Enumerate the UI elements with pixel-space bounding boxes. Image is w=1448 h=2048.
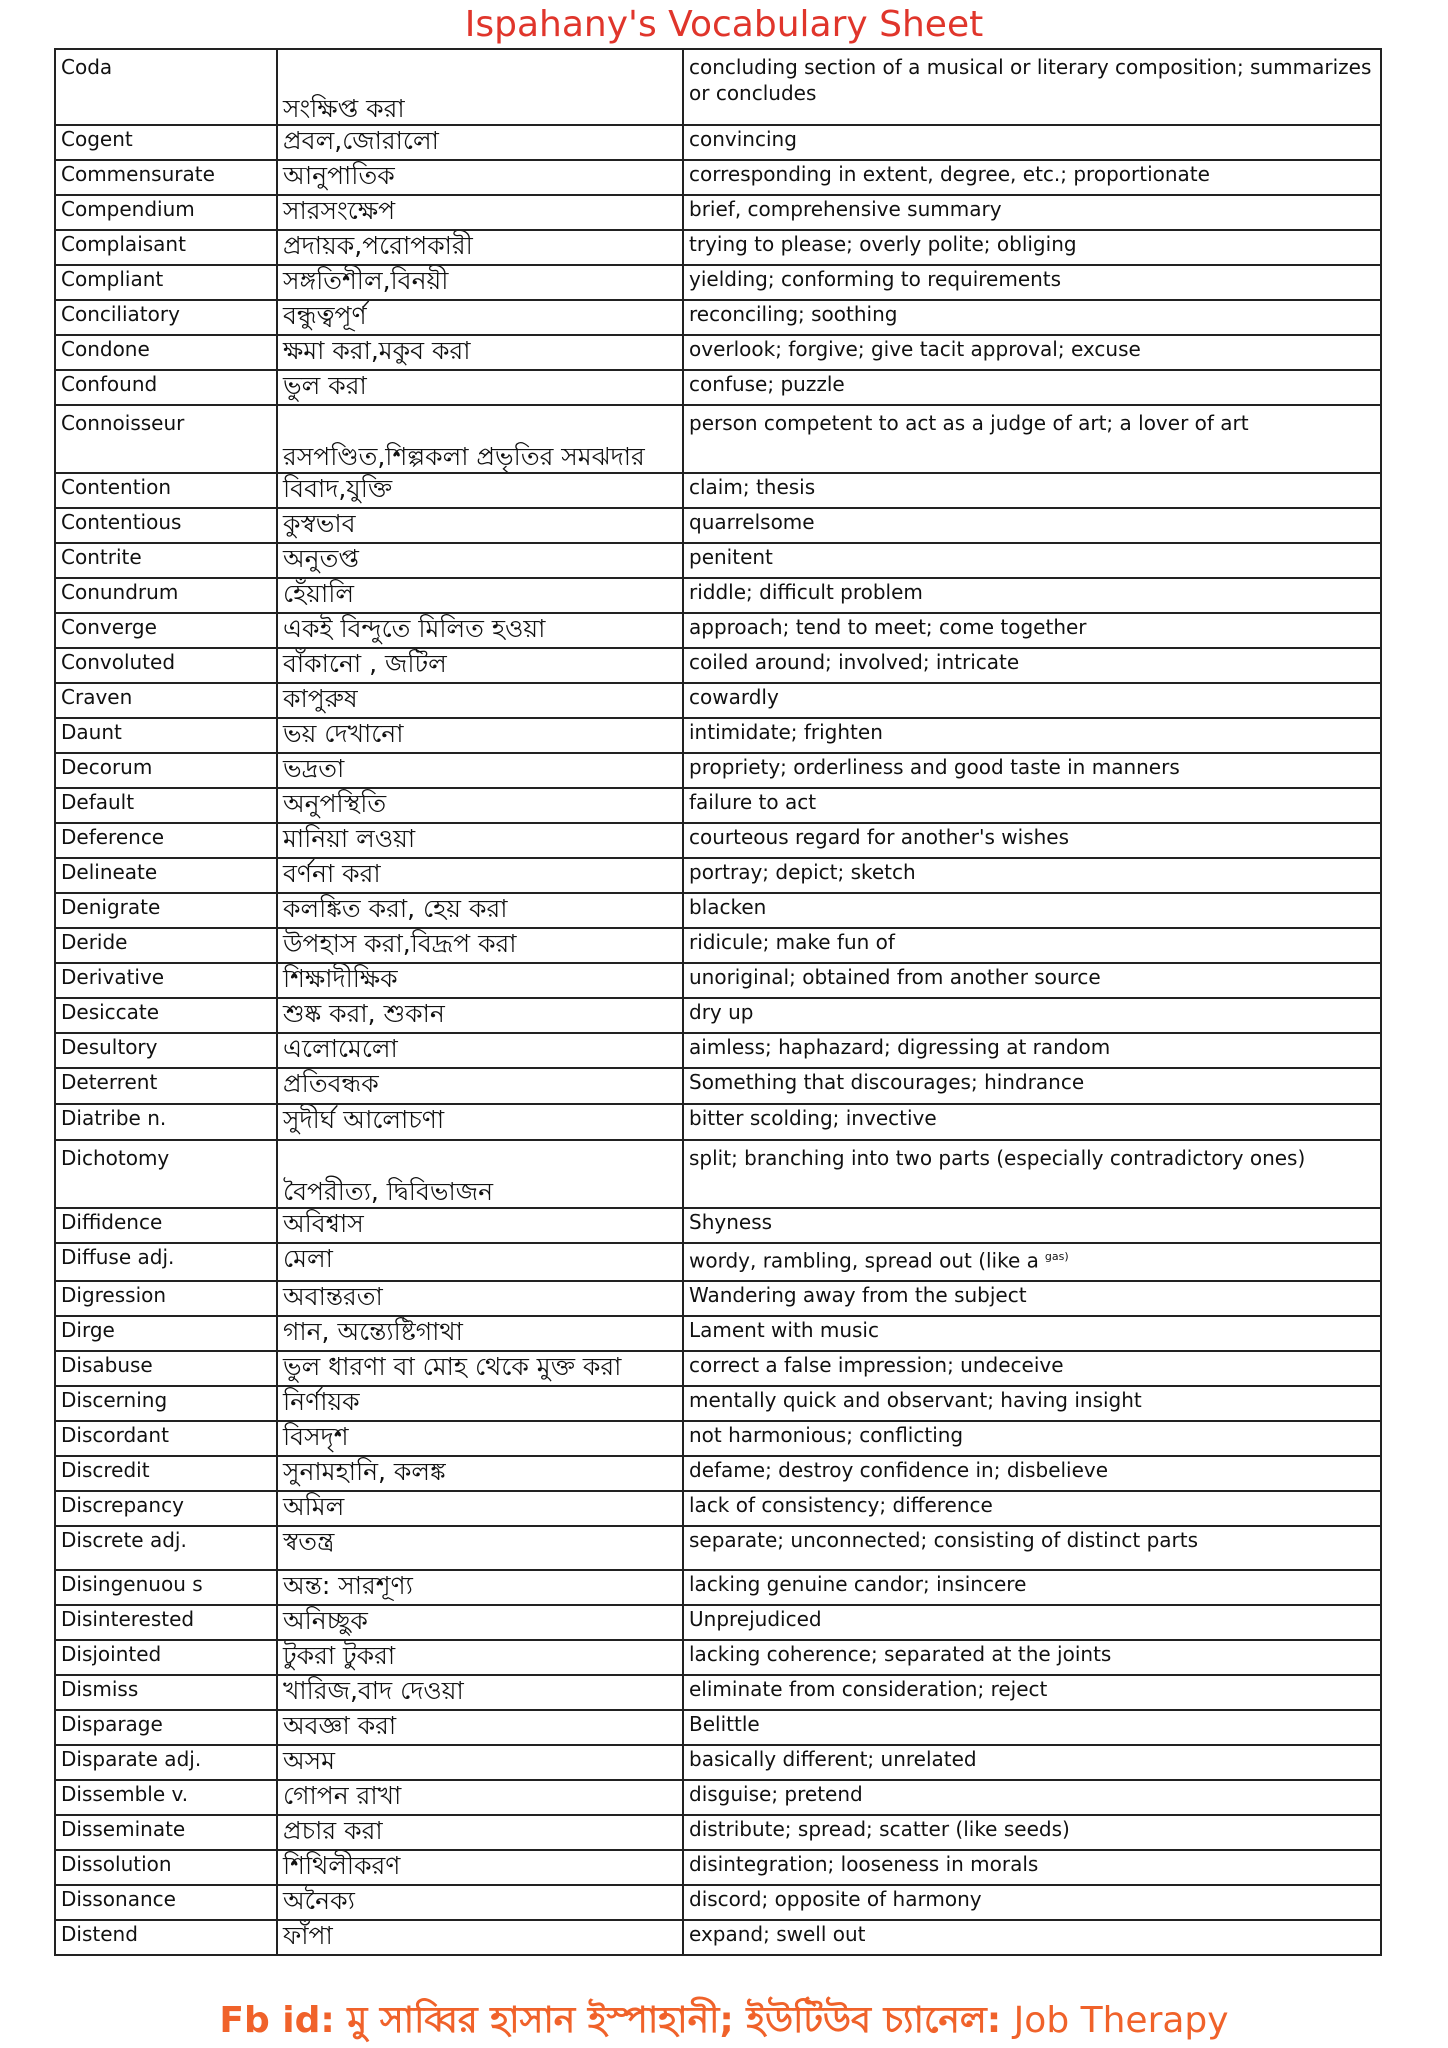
- vocabulary-table: [54, 48, 1382, 1956]
- bangla-meaning-cell: অনিচ্ছুক: [277, 1605, 683, 1640]
- table-row: [55, 613, 1381, 648]
- english-meaning-cell: [683, 370, 1381, 405]
- english-meaning-cell: [683, 405, 1381, 473]
- table-row: [55, 1140, 1381, 1208]
- word-cell: Discredit: [55, 1456, 277, 1491]
- english-meaning-cell: [683, 335, 1381, 370]
- english-meaning-cell: [683, 963, 1381, 998]
- table-row: [55, 1526, 1381, 1570]
- english-meaning-cell: [683, 928, 1381, 963]
- bangla-meaning-cell: বিসদৃশ: [277, 1421, 683, 1456]
- meaning-text: split; branching into two parts (especially contradictory ones): [689, 1146, 1306, 1170]
- meaning-text: ridicule; make fun of: [689, 930, 895, 954]
- bangla-meaning-cell: অসম: [277, 1745, 683, 1780]
- word-cell: Dissolution: [55, 1850, 277, 1885]
- table-row: [55, 473, 1381, 508]
- table-row: [55, 125, 1381, 160]
- meaning-text: penitent: [689, 545, 773, 569]
- bangla-meaning-cell: অবজ্ঞা করা: [277, 1710, 683, 1745]
- footer-fb-id: Fb id: মু সাব্বির হাসান ইস্পাহানী; ইউটিউব চ্যানেল:: [219, 2000, 1002, 2041]
- table-row: [55, 370, 1381, 405]
- word-cell: Dissonance: [55, 1885, 277, 1920]
- english-meaning-cell: [683, 1675, 1381, 1710]
- word-cell: Default: [55, 788, 277, 823]
- word-cell: Decorum: [55, 753, 277, 788]
- word-cell: Contention: [55, 473, 277, 508]
- bangla-meaning-cell: অবিশ্বাস: [277, 1208, 683, 1243]
- english-meaning-cell: [683, 49, 1381, 125]
- meaning-text: not harmonious; conflicting: [689, 1423, 964, 1447]
- table-row: [55, 1920, 1381, 1955]
- meaning-text: discord; opposite of harmony: [689, 1887, 982, 1911]
- word-cell: Delineate: [55, 858, 277, 893]
- meaning-text: eliminate from consideration; reject: [689, 1677, 1048, 1701]
- table-row: [55, 788, 1381, 823]
- table-row: [55, 858, 1381, 893]
- table-row: [55, 1710, 1381, 1745]
- bangla-meaning-cell: অনৈক্য: [277, 1885, 683, 1920]
- bangla-meaning-cell: অমিল: [277, 1491, 683, 1526]
- word-cell: Contrite: [55, 543, 277, 578]
- english-meaning-cell: [683, 683, 1381, 718]
- bangla-meaning-cell: বাঁকানো , জটিল: [277, 648, 683, 683]
- meaning-text: trying to please; overly polite; obliging: [689, 232, 1077, 256]
- word-cell: Complaisant: [55, 230, 277, 265]
- meaning-text: failure to act: [689, 790, 817, 814]
- word-cell: Coda: [55, 49, 277, 125]
- table-row: [55, 1281, 1381, 1316]
- bangla-meaning-cell: বর্ণনা করা: [277, 858, 683, 893]
- table-row: [55, 963, 1381, 998]
- bangla-meaning-cell: ফাঁপা: [277, 1920, 683, 1955]
- word-cell: Convoluted: [55, 648, 277, 683]
- english-meaning-cell: [683, 1033, 1381, 1068]
- table-row: [55, 160, 1381, 195]
- bangla-meaning-cell: গান, অন্ত্যেষ্টিগাথা: [277, 1316, 683, 1351]
- table-row: [55, 1456, 1381, 1491]
- bangla-meaning-cell: ভদ্রতা: [277, 753, 683, 788]
- bangla-meaning-cell: অন্ত: সারশূণ্য: [277, 1570, 683, 1605]
- bangla-meaning-cell: ভুল ধারণা বা মোহ থেকে মুক্ত করা: [277, 1351, 683, 1386]
- table-row: [55, 1351, 1381, 1386]
- word-cell: Diatribe n.: [55, 1104, 277, 1140]
- meaning-text: aimless; haphazard; digressing at random: [689, 1035, 1111, 1059]
- english-meaning-cell: [683, 823, 1381, 858]
- table-row: [55, 1850, 1381, 1885]
- table-row: [55, 1104, 1381, 1140]
- english-meaning-cell: [683, 1208, 1381, 1243]
- meaning-text: intimidate; frighten: [689, 720, 883, 744]
- bangla-meaning-cell: সঙ্গতিশীল,বিনয়ী: [277, 265, 683, 300]
- table-row: [55, 1570, 1381, 1605]
- bangla-meaning-cell: এলোমেলো: [277, 1033, 683, 1068]
- meaning-superscript: gas): [1044, 1250, 1069, 1263]
- word-cell: Discrete adj.: [55, 1526, 277, 1570]
- bangla-meaning-cell: অনুতপ্ত: [277, 543, 683, 578]
- english-meaning-cell: [683, 893, 1381, 928]
- word-cell: Dissemble v.: [55, 1780, 277, 1815]
- bangla-meaning-cell: নির্ণায়ক: [277, 1386, 683, 1421]
- word-cell: Discordant: [55, 1421, 277, 1456]
- english-meaning-cell: [683, 1570, 1381, 1605]
- english-meaning-cell: [683, 265, 1381, 300]
- word-cell: Craven: [55, 683, 277, 718]
- bangla-meaning-cell: বিবাদ,যুক্তি: [277, 473, 683, 508]
- bangla-meaning-cell: শিথিলীকরণ: [277, 1850, 683, 1885]
- bangla-meaning-cell: প্রদায়ক,পরোপকারী: [277, 230, 683, 265]
- english-meaning-cell: [683, 1104, 1381, 1140]
- table-row: [55, 1675, 1381, 1710]
- meaning-text: convincing: [689, 127, 797, 151]
- word-cell: Disparage: [55, 1710, 277, 1745]
- bangla-meaning-cell: খারিজ,বাদ দেওয়া: [277, 1675, 683, 1710]
- meaning-text: reconciling; soothing: [689, 302, 898, 326]
- bangla-meaning-cell: প্রবল,জোরালো: [277, 125, 683, 160]
- table-row: [55, 508, 1381, 543]
- table-row: [55, 1745, 1381, 1780]
- english-meaning-cell: [683, 753, 1381, 788]
- table-row: [55, 1885, 1381, 1920]
- word-cell: Disseminate: [55, 1815, 277, 1850]
- table-row: [55, 578, 1381, 613]
- bangla-meaning-cell: প্রচার করা: [277, 1815, 683, 1850]
- bangla-meaning-cell: স্বতন্ত্র: [277, 1526, 683, 1570]
- word-cell: Disinterested: [55, 1605, 277, 1640]
- bangla-meaning-cell: উপহাস করা,বিদ্রূপ করা: [277, 928, 683, 963]
- word-cell: Cogent: [55, 125, 277, 160]
- bangla-meaning-cell: একই বিন্দুতে মিলিত হওয়া: [277, 613, 683, 648]
- table-row: [55, 335, 1381, 370]
- table-row: [55, 893, 1381, 928]
- table-row: [55, 1780, 1381, 1815]
- english-meaning-cell: [683, 1710, 1381, 1745]
- word-cell: Derivative: [55, 963, 277, 998]
- meaning-text: lack of consistency; difference: [689, 1493, 993, 1517]
- word-cell: Connoisseur: [55, 405, 277, 473]
- english-meaning-cell: [683, 300, 1381, 335]
- meaning-text: courteous regard for another's wishes: [689, 825, 1070, 849]
- english-meaning-cell: [683, 1140, 1381, 1208]
- english-meaning-cell: [683, 1745, 1381, 1780]
- word-cell: Confound: [55, 370, 277, 405]
- meaning-text: unoriginal; obtained from another source: [689, 965, 1101, 989]
- english-meaning-cell: [683, 1815, 1381, 1850]
- meaning-text: defame; destroy confidence in; disbelieve: [689, 1458, 1109, 1482]
- meaning-text: expand; swell out: [689, 1922, 866, 1946]
- word-cell: Deterrent: [55, 1068, 277, 1104]
- english-meaning-cell: [683, 718, 1381, 753]
- bangla-meaning-cell: সুদীর্ঘ আলোচণা: [277, 1104, 683, 1140]
- english-meaning-cell: [683, 858, 1381, 893]
- word-cell: Disjointed: [55, 1640, 277, 1675]
- meaning-text: cowardly: [689, 685, 779, 709]
- bangla-meaning-cell: কুস্বভাব: [277, 508, 683, 543]
- english-meaning-cell: [683, 508, 1381, 543]
- meaning-text: overlook; forgive; give tacit approval; excuse: [689, 337, 1141, 361]
- meaning-text: Belittle: [689, 1712, 760, 1736]
- bangla-meaning-cell: অবান্তরতা: [277, 1281, 683, 1316]
- english-meaning-cell: [683, 230, 1381, 265]
- table-row: [55, 1815, 1381, 1850]
- meaning-text: person competent to act as a judge of art; a lover of art: [689, 411, 1249, 435]
- word-cell: Disparate adj.: [55, 1745, 277, 1780]
- bangla-meaning-cell: বৈপরীত্য, দ্বিবিভাজন: [277, 1140, 683, 1208]
- meaning-text: approach; tend to meet; come together: [689, 615, 1087, 639]
- word-cell: Conciliatory: [55, 300, 277, 335]
- meaning-text: Shyness: [689, 1210, 773, 1234]
- table-row: [55, 1605, 1381, 1640]
- footer-channel-name: Job Therapy: [1013, 2000, 1229, 2041]
- table-row: [55, 405, 1381, 473]
- word-cell: Discrepancy: [55, 1491, 277, 1526]
- english-meaning-cell: [683, 1386, 1381, 1421]
- word-cell: Disingenuou s: [55, 1570, 277, 1605]
- bangla-meaning-cell: আনুপাতিক: [277, 160, 683, 195]
- meaning-text: Wandering away from the subject: [689, 1283, 1027, 1307]
- bangla-meaning-cell: মানিয়া লওয়া: [277, 823, 683, 858]
- word-cell: Discerning: [55, 1386, 277, 1421]
- english-meaning-cell: [683, 998, 1381, 1033]
- word-cell: Desultory: [55, 1033, 277, 1068]
- table-row: [55, 1208, 1381, 1243]
- english-meaning-cell: [683, 1316, 1381, 1351]
- table-row: [55, 49, 1381, 125]
- meaning-text: lacking coherence; separated at the joints: [689, 1642, 1112, 1666]
- bangla-meaning-cell: সুনামহানি, কলঙ্ক: [277, 1456, 683, 1491]
- english-meaning-cell: [683, 648, 1381, 683]
- word-cell: Contentious: [55, 508, 277, 543]
- meaning-text: dry up: [689, 1000, 754, 1024]
- table-row: [55, 230, 1381, 265]
- word-cell: Compendium: [55, 195, 277, 230]
- english-meaning-cell: [683, 473, 1381, 508]
- english-meaning-cell: [683, 1780, 1381, 1815]
- english-meaning-cell: [683, 1491, 1381, 1526]
- bangla-meaning-cell: হেঁয়ালি: [277, 578, 683, 613]
- english-meaning-cell: [683, 613, 1381, 648]
- english-meaning-cell: [683, 1281, 1381, 1316]
- meaning-text: mentally quick and observant; having insight: [689, 1388, 1142, 1412]
- bangla-meaning-cell: ক্ষমা করা,মকুব করা: [277, 335, 683, 370]
- table-row: [55, 1033, 1381, 1068]
- english-meaning-cell: [683, 1526, 1381, 1570]
- table-row: [55, 1640, 1381, 1675]
- table-row: [55, 1068, 1381, 1104]
- word-cell: Diffuse adj.: [55, 1243, 277, 1281]
- bangla-meaning-cell: বন্ধুত্বপূর্ণ: [277, 300, 683, 335]
- table-row: [55, 300, 1381, 335]
- english-meaning-cell: [683, 578, 1381, 613]
- meaning-text: brief, comprehensive summary: [689, 197, 1002, 221]
- word-cell: Conundrum: [55, 578, 277, 613]
- table-row: [55, 1316, 1381, 1351]
- meaning-text: correct a false impression; undeceive: [689, 1353, 1064, 1377]
- word-cell: Digression: [55, 1281, 277, 1316]
- word-cell: Condone: [55, 335, 277, 370]
- word-cell: Deference: [55, 823, 277, 858]
- english-meaning-cell: [683, 1243, 1381, 1281]
- bangla-meaning-cell: ভুল করা: [277, 370, 683, 405]
- table-row: [55, 648, 1381, 683]
- english-meaning-cell: [683, 1640, 1381, 1675]
- bangla-meaning-cell: প্রতিবন্ধক: [277, 1068, 683, 1104]
- meaning-text: disintegration; looseness in morals: [689, 1852, 1039, 1876]
- bangla-meaning-cell: অনুপস্থিতি: [277, 788, 683, 823]
- word-cell: Dismiss: [55, 1675, 277, 1710]
- bangla-meaning-cell: শুষ্ক করা, শুকান: [277, 998, 683, 1033]
- table-row: [55, 683, 1381, 718]
- sheet-title: Ispahany's Vocabulary Sheet: [464, 4, 984, 45]
- table-row: [55, 998, 1381, 1033]
- meaning-text: claim; thesis: [689, 475, 816, 499]
- bangla-meaning-cell: কলঙ্কিত করা, হেয় করা: [277, 893, 683, 928]
- meaning-text: distribute; spread; scatter (like seeds): [689, 1817, 1070, 1841]
- meaning-text: yielding; conforming to requirements: [689, 267, 1062, 291]
- english-meaning-cell: [683, 1421, 1381, 1456]
- meaning-text: Something that discourages; hindrance: [689, 1070, 1085, 1094]
- bangla-meaning-cell: কাপুরুষ: [277, 683, 683, 718]
- meaning-text: bitter scolding; invective: [689, 1106, 937, 1130]
- word-cell: Desiccate: [55, 998, 277, 1033]
- bangla-meaning-cell: সংক্ষিপ্ত করা: [277, 49, 683, 125]
- english-meaning-cell: [683, 1920, 1381, 1955]
- word-cell: Denigrate: [55, 893, 277, 928]
- bangla-meaning-cell: শিক্ষাদীক্ষিক: [277, 963, 683, 998]
- table-row: [55, 753, 1381, 788]
- word-cell: Dirge: [55, 1316, 277, 1351]
- meaning-text: disguise; pretend: [689, 1782, 863, 1806]
- bangla-meaning-cell: টুকরা টুকরা: [277, 1640, 683, 1675]
- table-row: [55, 718, 1381, 753]
- table-row: [55, 543, 1381, 578]
- english-meaning-cell: [683, 1885, 1381, 1920]
- english-meaning-cell: [683, 125, 1381, 160]
- table-row: [55, 195, 1381, 230]
- english-meaning-cell: [683, 788, 1381, 823]
- meaning-text: portray; depict; sketch: [689, 860, 916, 884]
- word-cell: Deride: [55, 928, 277, 963]
- english-meaning-cell: [683, 543, 1381, 578]
- table-row: [55, 1243, 1381, 1281]
- meaning-text: coiled around; involved; intricate: [689, 650, 1020, 674]
- word-cell: Commensurate: [55, 160, 277, 195]
- meaning-text: quarrelsome: [689, 510, 815, 534]
- bangla-meaning-cell: গোপন রাখা: [277, 1780, 683, 1815]
- word-cell: Daunt: [55, 718, 277, 753]
- word-cell: Converge: [55, 613, 277, 648]
- english-meaning-cell: [683, 1850, 1381, 1885]
- meaning-text: propriety; orderliness and good taste in manners: [689, 755, 1180, 779]
- meaning-text: confuse; puzzle: [689, 372, 845, 396]
- meaning-text: Lament with music: [689, 1318, 879, 1342]
- table-row: [55, 823, 1381, 858]
- meaning-text: lacking genuine candor; insincere: [689, 1572, 1027, 1596]
- meaning-text: blacken: [689, 895, 767, 919]
- table-row: [55, 1421, 1381, 1456]
- bangla-meaning-cell: রসপণ্ডিত,শিল্পকলা প্রভৃতির সমঝদার: [277, 405, 683, 473]
- english-meaning-cell: [683, 195, 1381, 230]
- table-row: [55, 265, 1381, 300]
- word-cell: Dichotomy: [55, 1140, 277, 1208]
- word-cell: Compliant: [55, 265, 277, 300]
- word-cell: Distend: [55, 1920, 277, 1955]
- english-meaning-cell: [683, 1605, 1381, 1640]
- meaning-text: concluding section of a musical or literary composition; summarizes or concludes: [689, 55, 1372, 105]
- word-cell: Disabuse: [55, 1351, 277, 1386]
- meaning-text: separate; unconnected; consisting of distinct parts: [689, 1528, 1199, 1552]
- meaning-text: riddle; difficult problem: [689, 580, 923, 604]
- english-meaning-cell: [683, 160, 1381, 195]
- table-row: [55, 928, 1381, 963]
- footer-credit: [0, 1998, 1448, 2044]
- meaning-text: Unprejudiced: [689, 1607, 822, 1631]
- english-meaning-cell: [683, 1068, 1381, 1104]
- meaning-text: wordy, rambling, spread out (like a: [689, 1248, 1039, 1273]
- bangla-meaning-cell: মেলা: [277, 1243, 683, 1281]
- table-row: [55, 1386, 1381, 1421]
- word-cell: Diffidence: [55, 1208, 277, 1243]
- meaning-text: basically different; unrelated: [689, 1747, 977, 1771]
- bangla-meaning-cell: সারসংক্ষেপ: [277, 195, 683, 230]
- english-meaning-cell: [683, 1456, 1381, 1491]
- table-row: [55, 1491, 1381, 1526]
- bangla-meaning-cell: ভয় দেখানো: [277, 718, 683, 753]
- english-meaning-cell: [683, 1351, 1381, 1386]
- meaning-text: corresponding in extent, degree, etc.; proportionate: [689, 162, 1210, 186]
